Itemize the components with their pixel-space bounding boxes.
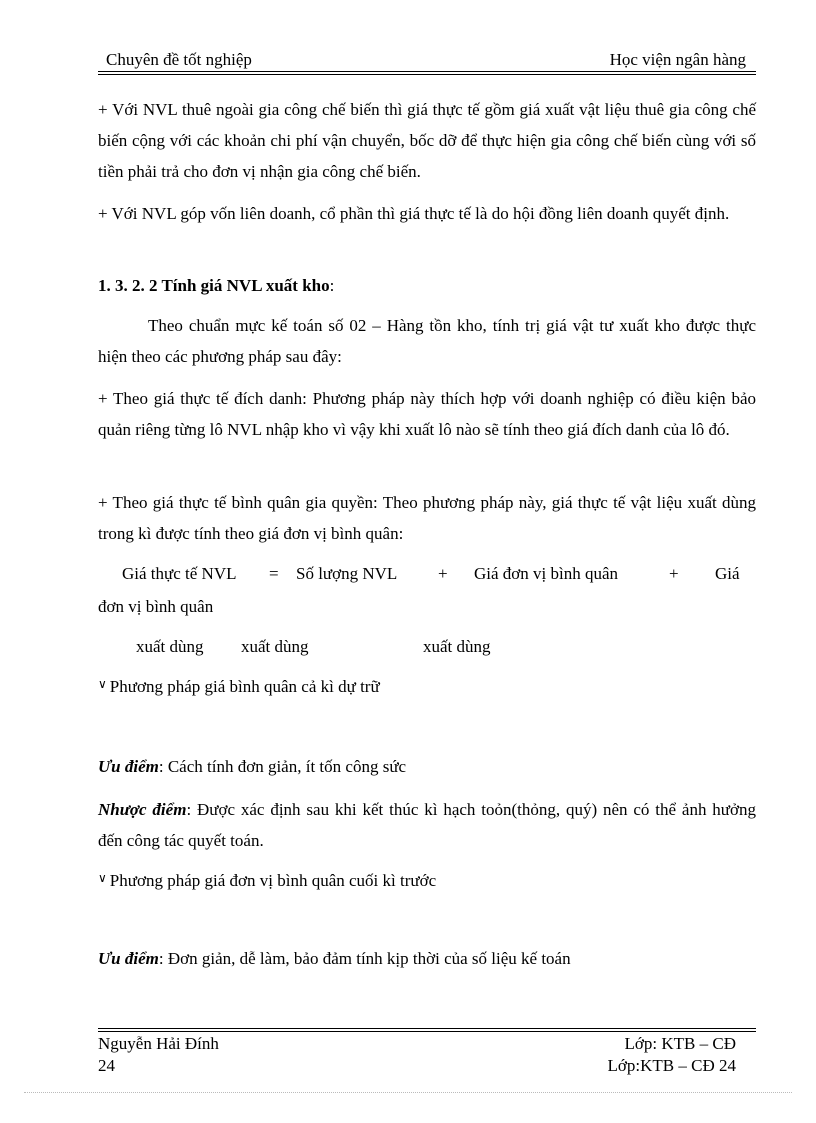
formula-actual-price: Giá thực tế NVL (122, 564, 237, 583)
header-left: Chuyên đề tốt nghiệp (106, 50, 252, 69)
formula-sub-1: xuất dùng (136, 637, 204, 656)
paragraph-weighted-average: + Theo giá thực tế bình quân gia quyền: Theo phương pháp này, giá thực tế vật liệu xuất dùng trong kì được tính theo giá đơn vị bình quân: (98, 493, 756, 543)
paragraph-joint-venture: + Với NVL góp vốn liên doanh, cổ phần thì giá thực tế là do hội đồng liên doanh quyết định. (98, 204, 730, 223)
formula-sub-2: xuất dùng (241, 637, 309, 656)
method-2-title-text: Phương pháp giá đơn vị bình quân cuối kì trước (109, 871, 437, 890)
section-heading-text: 1. 3. 2. 2 Tính giá NVL xuất kho (98, 276, 330, 295)
header-right: Học viện ngân hàng (609, 50, 746, 69)
formula-price: Giá (715, 564, 740, 583)
method-2-title (98, 871, 436, 891)
paragraph-standard: Theo chuẩn mực kế toán số 02 – Hàng tồn kho, tính trị giá vật tư xuất kho được thực hiện theo các phương pháp sau đây: (98, 316, 756, 366)
footer-page-number: 24 (98, 1056, 115, 1075)
formula-sub-3: xuất dùng (423, 637, 491, 656)
check-bullet-icon: ∨ (98, 677, 107, 691)
paragraph-specific-id: + Theo giá thực tế đích danh: Phương pháp này thích hợp với doanh nghiệp có điều kiện bảo quản riêng từng lô NVL nhập kho vì vậy khi xuất lô nào sẽ tính theo giá đích danh của lô đó. (98, 389, 756, 439)
formula-unit-average: đơn vị bình quân (98, 597, 214, 616)
footer-class-page: Lớp:KTB – CĐ 24 (607, 1056, 736, 1075)
advantage-text: : Cách tính đơn giản, ít tốn công sức (158, 757, 407, 776)
footer-class: Lớp: KTB – CĐ (624, 1034, 736, 1053)
formula-plus-1: + (438, 564, 448, 583)
header-rule (98, 71, 756, 72)
method-1-title (98, 677, 380, 697)
advantage-label: Ưu điểm (98, 757, 159, 776)
formula-quantity: Số lượng NVL (296, 564, 398, 583)
page-border-dotted (24, 1092, 792, 1093)
method-1-disadvantage (98, 794, 756, 856)
formula-unit-price: Giá đơn vị bình quân (474, 564, 619, 583)
section-heading-colon: : (329, 276, 335, 295)
footer-rule (98, 1028, 756, 1029)
footer-author: Nguyễn Hải Đính (98, 1034, 219, 1053)
footer-rule-2 (98, 1031, 756, 1032)
advantage-text: : Đơn giản, dễ làm, bảo đảm tính kịp thời của số liệu kế toán (158, 949, 571, 968)
method-1-title-text: Phương pháp giá bình quân cả kì dự trữ (109, 677, 380, 696)
formula-equals: = (269, 564, 279, 583)
method-2-advantage (98, 949, 571, 969)
check-bullet-icon: ∨ (98, 871, 107, 885)
disadvantage-label: Nhược điểm (98, 800, 187, 819)
advantage-label: Ưu điểm (98, 949, 159, 968)
method-1-advantage (98, 757, 406, 777)
header-rule-2 (98, 74, 756, 75)
formula-plus-2: + (669, 564, 679, 583)
section-heading (98, 270, 756, 301)
disadvantage-text: : Được xác định sau khi kết thúc kì hạch toỏn(thỏng, quý) nên có thể ảnh hưởng đến công tác quyết toán. (98, 800, 756, 850)
paragraph-outsourced: + Với NVL thuê ngoài gia công chế biến thì giá thực tế gồm giá xuất vật liệu thuê gia công chế biến cộng với các khoản chi phí vận chuyển, bốc dỡ để thực hiện gia công chế biến cùng với số tiền phải trả cho đơn vị nhận gia công chế biến. (98, 100, 756, 181)
